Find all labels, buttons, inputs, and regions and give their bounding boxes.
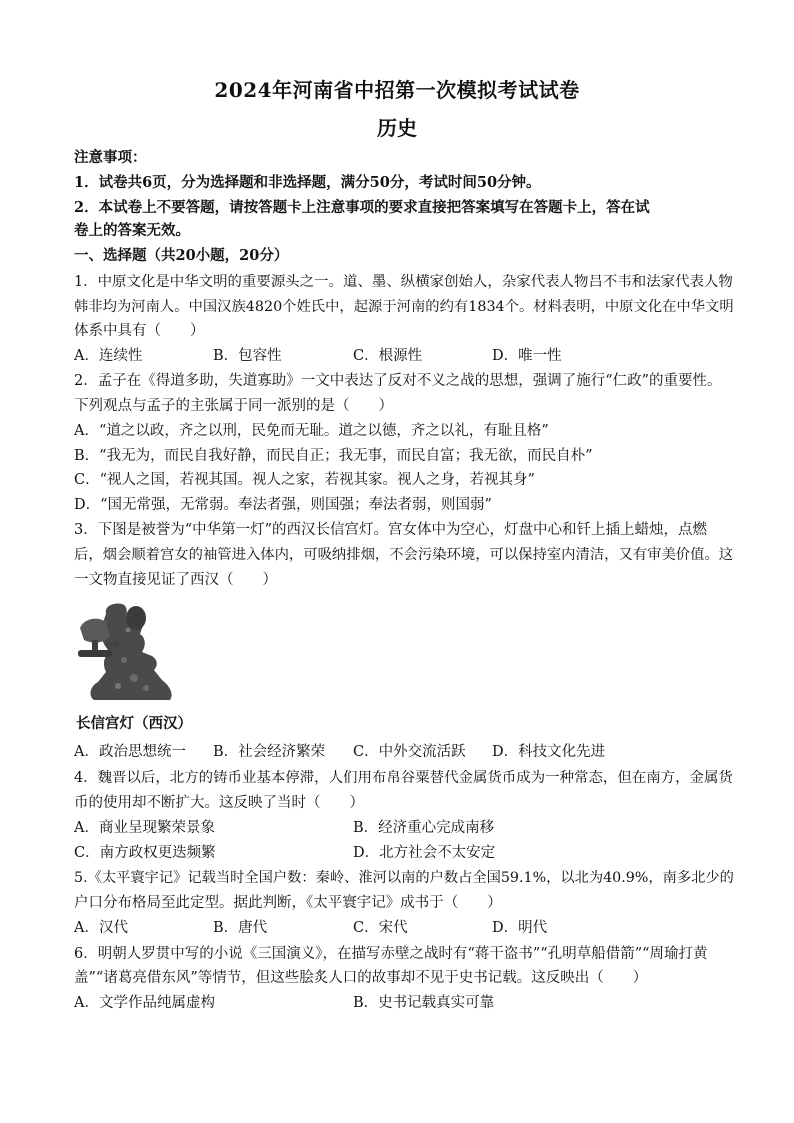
q5-option-a: A．汉代: [74, 920, 128, 936]
q2-option-b: B．“我无为，而民自我好静，而民自正；我无事，而民自富；我无欲，而民自朴”: [74, 448, 593, 464]
q2-option-c: C．“视人之国，若视其国。视人之家，若视其家。视人之身，若视其身”: [74, 472, 535, 488]
q6-stem-line-1: 6．明朝人罗贯中写的小说《三国演义》，在描写赤壁之战时有“蒋干盗书”“孔明草船借箭”“周瑜打黄: [74, 946, 708, 962]
q3-option-c: C．中外交流活跃: [353, 744, 466, 760]
q5-option-d: D．明代: [492, 920, 548, 936]
q4-option-b: B．经济重心完成南移: [353, 820, 495, 836]
q1-option-d: D．唯一性: [492, 348, 562, 364]
q1-stem-line-3: 体系中具有（ ）: [74, 323, 205, 339]
q4-option-c: C．南方政权更迭频繁: [74, 845, 216, 861]
q5-stem-line-2: 户口分布格局至此定型。据此判断，《太平寰宇记》成书于（ ）: [74, 895, 502, 911]
q2-option-a: A．“道之以政，齐之以刑，民免而无耻。道之以德，齐之以礼，有耻且格”: [74, 423, 549, 439]
q3-image-caption: 长信宫灯（西汉）: [76, 715, 192, 732]
q3-option-a: A．政治思想统一: [74, 744, 186, 760]
q4-option-d: D．北方社会不太安定: [353, 845, 496, 861]
notice-item-2-line-1: 2．本试卷上不要答题，请按答题卡上注意事项的要求直接把答案填写在答题卡上，答在试: [74, 199, 650, 216]
q4-stem-line-2: 币的使用却不断扩大。这反映了当时（ ）: [74, 795, 364, 811]
exam-title: 2024年河南省中招第一次模拟考试试卷: [214, 78, 580, 102]
q3-option-d: D．科技文化先进: [492, 744, 606, 760]
subject-title: 历史: [377, 116, 417, 140]
q6-stem-line-2: 盖”“诸葛亮借东风”等情节，但这些脍炙人口的故事却不见于史书记载。这反映出（ ）: [74, 970, 648, 986]
q4-stem-line-1: 4．魏晋以后，北方的铸币业基本停滞，人们用布帛谷粟替代金属货币成为一种常态，但在南方，金属货: [74, 770, 733, 786]
q5-option-b: B．唐代: [213, 920, 268, 936]
q6-option-b: B．史书记载真实可靠: [353, 995, 495, 1011]
q3-option-b: B．社会经济繁荣: [213, 744, 326, 760]
q4-option-a: A．商业呈现繁荣景象: [74, 820, 215, 836]
q3-stem-line-1: 3．下图是被誉为“中华第一灯”的西汉长信宫灯。宫女体中为空心，灯盘中心和钎上插上蜡烛，点燃: [74, 522, 708, 538]
q2-stem-line-2: 下列观点与孟子的主张属于同一派别的是（ ）: [74, 398, 393, 414]
notice-item-2-line-2: 卷上的答案无效。: [74, 222, 190, 239]
q5-option-c: C．宋代: [353, 920, 408, 936]
q2-option-d: D．“国无常强，无常弱。奉法者强，则国强；奉法者弱，则国弱”: [74, 497, 492, 513]
section-heading: 一、选择题（共20小题，20分）: [74, 247, 289, 264]
q1-option-c: C．根源性: [353, 348, 423, 364]
q2-stem-line-1: 2．孟子在《得道多助，失道寡助》一文中表达了反对不义之战的思想，强调了施行“仁政”的重要性。: [74, 373, 722, 389]
notice-heading: 注意事项：: [74, 149, 147, 166]
notice-item-1: 1．试卷共6页，分为选择题和非选择题，满分50分，考试时间50分钟。: [74, 174, 541, 191]
q5-stem-line-1: 5.《太平寰宇记》记载当时全国户数：秦岭、淮河以南的户数占全国59.1%，以北为40.9%，南多北少的: [74, 870, 734, 886]
changxin-palace-lamp-image: [74, 600, 198, 704]
q1-option-a: A．连续性: [74, 348, 143, 364]
q1-option-b: B．包容性: [213, 348, 282, 364]
q1-stem-line-2: 韩非均为河南人。中国汉族4820个姓氏中，起源于河南的约有1834个。材料表明，中原文化在中华文明: [74, 299, 734, 315]
q1-stem-line-1: 1．中原文化是中华文明的重要源头之一。道、墨、纵横家创始人，杂家代表人物吕不韦和法家代表人物: [74, 274, 733, 290]
q3-stem-line-2: 后，烟会顺着宫女的袖管进入体内，可吸纳排烟，不会污染环境，可以保持室内清洁，又有审美价值。这: [74, 547, 734, 563]
q3-stem-line-3: 一文物直接见证了西汉（ ）: [74, 572, 277, 588]
q6-option-a: A．文学作品纯属虚构: [74, 995, 215, 1011]
